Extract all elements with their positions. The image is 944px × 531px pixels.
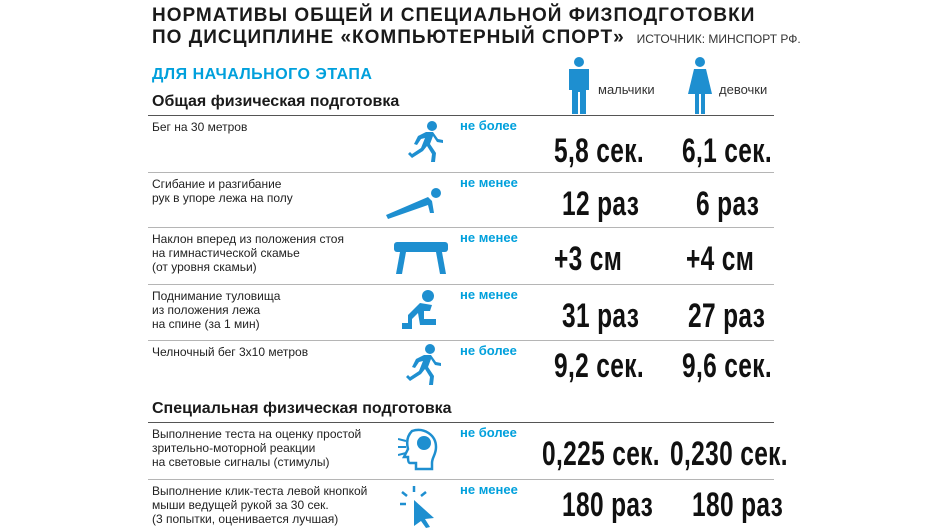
girls-value: 27 раз — [688, 297, 766, 335]
situp-icon — [398, 289, 438, 333]
table-row — [148, 423, 788, 479]
stage-label: ДЛЯ НАЧАЛЬНОГО ЭТАПА — [152, 66, 373, 83]
running-icon — [404, 343, 442, 387]
table-row — [148, 285, 774, 340]
boys-value: 180 раз — [562, 486, 654, 524]
condition-label: не более — [460, 425, 517, 440]
girls-value: 9,6 сек. — [682, 347, 772, 385]
bench-icon — [392, 240, 450, 276]
table-row — [148, 480, 784, 531]
boys-value: 12 раз — [562, 185, 640, 223]
condition-label: не более — [460, 343, 517, 358]
girls-value: +4 см — [686, 240, 755, 278]
section-title-special: Специальная физическая подготовка — [152, 400, 452, 417]
table-row — [148, 173, 774, 227]
boys-value: 0,225 сек. — [542, 435, 660, 473]
boys-value: 9,2 сек. — [554, 347, 644, 385]
row-description: Поднимание туловища из положения лежа на спине (за 1 мин) — [152, 289, 281, 331]
section-title-general: Общая физическая подготовка — [152, 93, 400, 110]
girl-icon — [686, 56, 714, 116]
condition-label: не менее — [460, 287, 518, 302]
mouse-click-icon — [398, 484, 442, 528]
table-row — [148, 228, 774, 284]
girls-column-label: девочки — [719, 82, 768, 97]
table-row — [148, 341, 774, 391]
condition-label: не более — [460, 118, 517, 133]
boys-value: 5,8 сек. — [554, 132, 644, 170]
boy-icon — [566, 56, 592, 116]
girls-value: 6 раз — [696, 185, 760, 223]
girls-value: 180 раз — [692, 486, 784, 524]
row-description: Выполнение клик-теста левой кнопкой мыши ведущей рукой за 30 сек. (3 попытки, оценивается лучшая) — [152, 484, 368, 526]
boys-column-label: мальчики — [598, 82, 655, 97]
table-row — [148, 116, 774, 172]
page-title: НОРМАТИВЫ ОБЩЕЙ И СПЕЦИАЛЬНОЙ ФИЗПОДГОТОВКИ — [152, 5, 756, 26]
title-line2-text: ПО ДИСЦИПЛИНЕ «КОМПЬЮТЕРНЫЙ СПОРТ» — [152, 27, 625, 48]
row-description: Челночный бег 3х10 метров — [152, 345, 309, 359]
girls-value: 6,1 сек. — [682, 132, 772, 170]
row-description: Сгибание и разгибание рук в упоре лежа на полу — [152, 177, 293, 205]
condition-label: не менее — [460, 175, 518, 190]
pushup-icon — [384, 185, 444, 221]
page-title-line2 — [152, 27, 801, 49]
brain-head-icon — [398, 427, 440, 471]
condition-label: не менее — [460, 230, 518, 245]
boys-value: +3 см — [554, 240, 623, 278]
row-description: Выполнение теста на оценку простой зрительно-моторной реакции на световые сигналы (стимулы) — [152, 427, 362, 469]
row-description: Бег на 30 метров — [152, 120, 248, 134]
running-icon — [406, 120, 444, 164]
source-label: ИСТОЧНИК: МИНСПОРТ РФ. — [636, 32, 801, 46]
row-description: Наклон вперед из положения стоя на гимнастической скамье (от уровня скамьи) — [152, 232, 344, 274]
boys-value: 31 раз — [562, 297, 640, 335]
girls-value: 0,230 сек. — [670, 435, 788, 473]
condition-label: не менее — [460, 482, 518, 497]
